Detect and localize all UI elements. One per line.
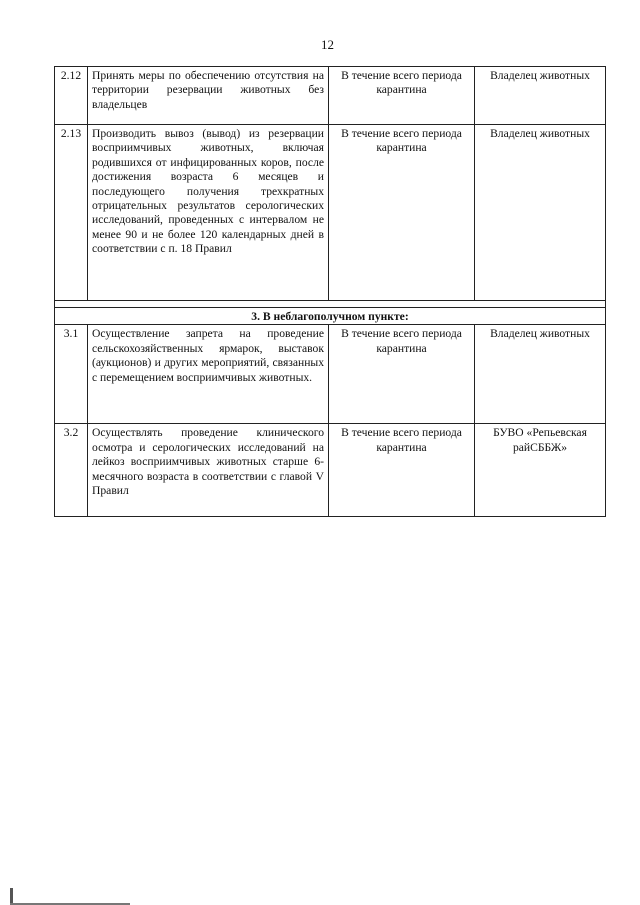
section-row: [55, 308, 606, 325]
section-title: 3. В неблагополучном пункте:: [55, 308, 606, 325]
quarantine-measures-table: [54, 66, 606, 517]
measure-text: Принять меры по обеспечению отсутствия на территории резервации животных без владельцев: [88, 67, 329, 125]
responsible-text: Владелец животных: [475, 325, 606, 424]
responsible-text: Владелец животных: [475, 67, 606, 125]
responsible-text: Владелец животных: [475, 125, 606, 301]
table-row: [55, 325, 606, 424]
measure-text: Производить вывоз (вывод) из резервации восприимчивых животных, включая родившихся от инфицированных коров, после достижения возраста 6 месяцев и последующего получения трехкратных отрицательных результатов серологических исследований, проведенных с интервалом не менее 90 и не более 120 календарных дней в соответствии с п. 18 Правил: [88, 125, 329, 301]
table-row: [55, 424, 606, 517]
measure-text: Осуществлять проведение клинического осмотра и серологических исследований на лейкоз восприимчивых животных старше 6-месячного возраста в соответствии с главой V Правил: [88, 424, 329, 517]
page-number: 12: [321, 37, 334, 52]
table-gap-cell: [55, 301, 606, 308]
table-row: [55, 125, 606, 301]
term-text: В течение всего периода карантина: [329, 424, 475, 517]
table-gap-row: [55, 301, 606, 308]
row-number: 3.2: [55, 424, 88, 517]
term-text: В течение всего периода карантина: [329, 67, 475, 125]
measure-text: Осуществление запрета на проведение сельскохозяйственных ярмарок, выставок (аукционов) и других мероприятий, связанных с перемещением восприимчивых животных.: [88, 325, 329, 424]
row-number: 2.13: [55, 125, 88, 301]
responsible-text: БУВО «Репьевская райСББЖ»: [475, 424, 606, 517]
term-text: В течение всего периода карантина: [329, 125, 475, 301]
row-number: 2.12: [55, 67, 88, 125]
row-number: 3.1: [55, 325, 88, 424]
table-row: [55, 67, 606, 125]
term-text: В течение всего периода карантина: [329, 325, 475, 424]
